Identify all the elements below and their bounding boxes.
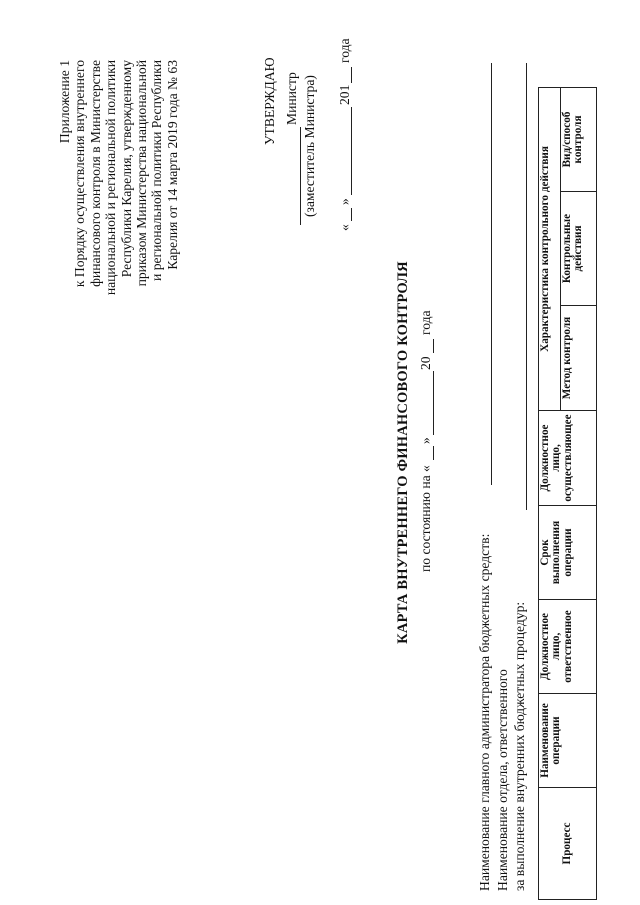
appendix-line: Карелия от 14 марта 2019 года № 63 (164, 60, 180, 270)
as-of-month-blank (433, 371, 434, 435)
header-performing-official: Должностное лицо, осуществляющее (539, 411, 597, 506)
appendix-line: финансового контроля в Министерстве (87, 60, 103, 287)
appendix-line: Республики Карелия, утвержденному (118, 60, 134, 278)
as-of-year-suffix: года (418, 310, 433, 335)
admin-blank (491, 63, 492, 485)
header-operation-name: Наименование операции (539, 694, 597, 788)
admin-label: Наименование главного администратора бюджетных средств: (477, 533, 492, 891)
as-of-prefix: по состоянию на « (418, 465, 433, 572)
appendix-line: приказом Министерства национальной (134, 60, 150, 287)
document-title: КАРТА ВНУТРЕННЕГО ФИНАНСОВОГО КОНТРОЛЯ (395, 261, 411, 644)
dept-blank (526, 63, 527, 510)
header-process: Процесс (539, 788, 597, 900)
approval-year-suffix: года (337, 38, 352, 63)
header-control-method: Метод контроля (561, 306, 597, 411)
as-of-year-prefix: 20 (418, 356, 433, 370)
appendix-note (57, 60, 180, 400)
header-control-actions: Контрольные действия (561, 192, 597, 306)
approval-deputy: (заместитель Министра) (302, 75, 317, 217)
header-deadline: Срок выполнения операции (539, 506, 597, 600)
appendix-line: Приложение 1 (57, 60, 72, 144)
control-map-table (538, 87, 597, 900)
approval-date-close: » (337, 198, 352, 205)
dept-label-line1: Наименование отдела, ответственного (495, 669, 510, 891)
month-blank (351, 107, 352, 195)
approval-heading: УТВЕРЖДАЮ (262, 57, 277, 145)
as-of-day-blank (433, 446, 434, 460)
year-blank (351, 67, 352, 83)
dept-label-line2: за выполнение внутренних бюджетных процедур: (512, 601, 527, 891)
approval-minister: Министр (284, 72, 299, 125)
appendix-line: национальной и региональной политики (103, 60, 119, 296)
approval-date-open: « (337, 224, 352, 231)
header-control-characteristics: Характеристика контрольного действия (539, 87, 561, 410)
appendix-line: к Порядку осуществления внутреннего (72, 60, 88, 288)
header-responsible-official: Должностное лицо, ответственное (539, 600, 597, 694)
as-of-year-blank (433, 339, 434, 353)
appendix-line: и региональной политики Республики (149, 60, 165, 281)
header-control-type: Вид/способ контроля (561, 87, 597, 191)
day-blank (351, 208, 352, 221)
as-of-close: » (418, 437, 433, 444)
signature-line (300, 127, 301, 225)
table-header-row (539, 87, 561, 899)
approval-year-prefix: 201 (337, 84, 352, 105)
